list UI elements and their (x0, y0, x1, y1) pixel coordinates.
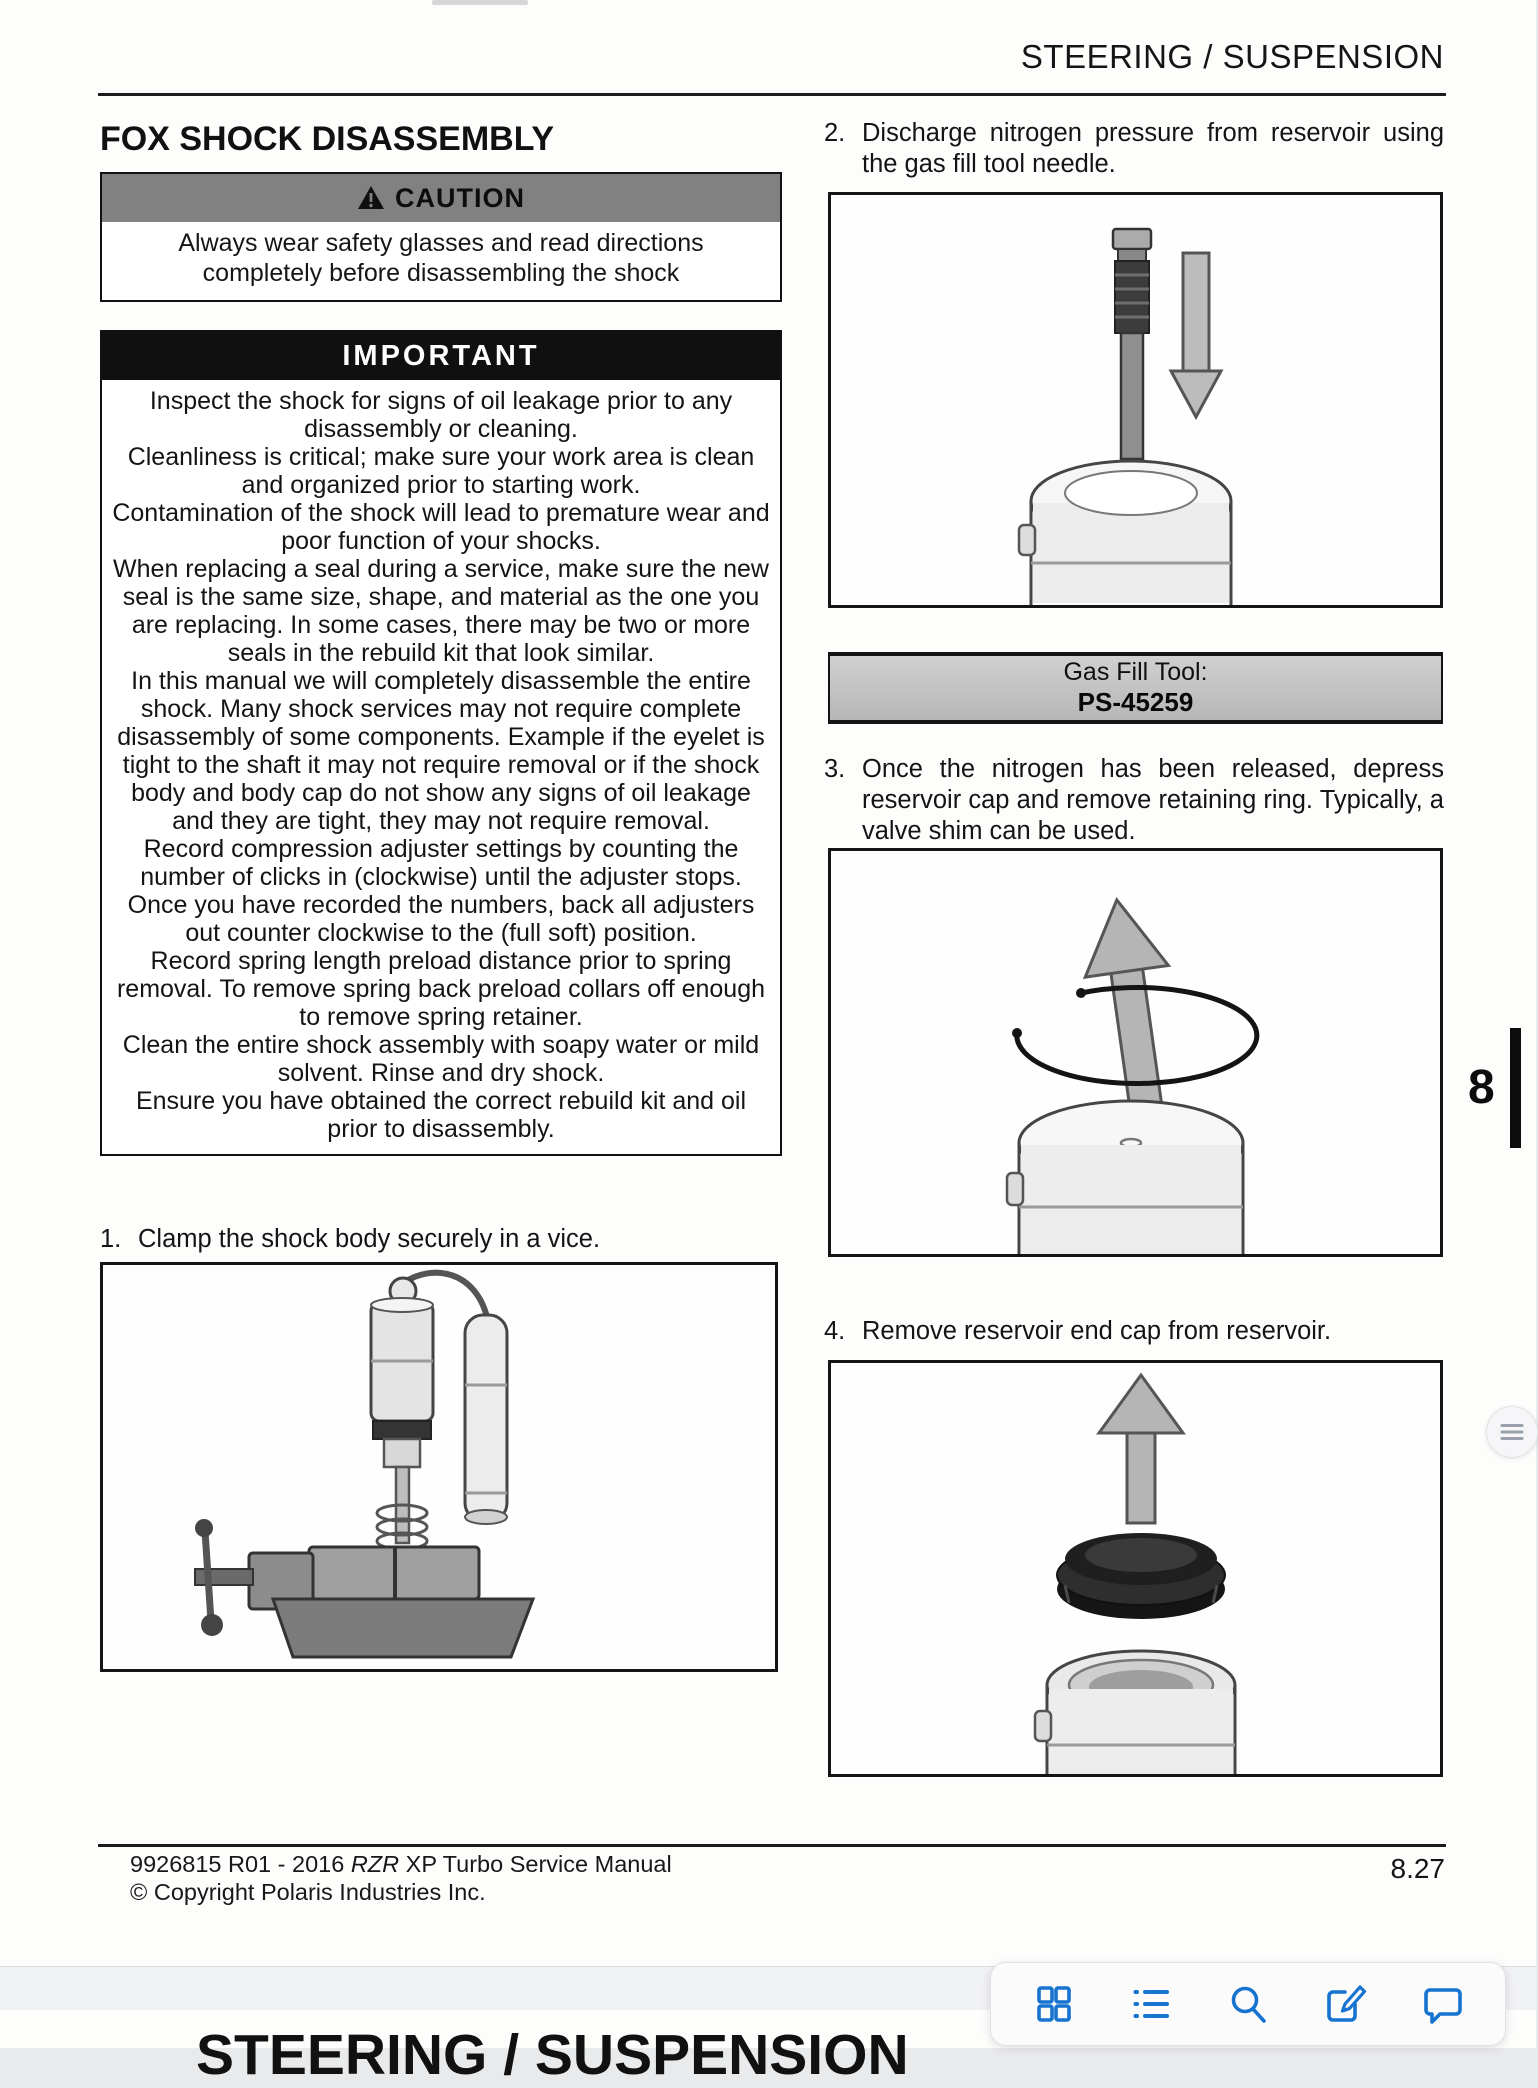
caution-label: CAUTION (395, 182, 525, 213)
retaining-ring-illustration (831, 851, 1440, 1254)
important-paragraph: Inspect the shock for signs of oil leakage prior to any disassembly or cleaning. (149, 387, 733, 443)
footer-rule (98, 1844, 1446, 1847)
caution-text: Always wear safety glasses and read directions completely before disassembling the shock (178, 229, 704, 287)
footer-manual-id-prefix: 9926815 R01 - 2016 (130, 1851, 351, 1877)
footer-copyright: © Copyright Polaris Industries Inc. (130, 1879, 486, 1905)
shock-in-vice-illustration (103, 1265, 775, 1669)
figure-shock-in-vice (100, 1262, 778, 1672)
search-icon[interactable] (1224, 1980, 1272, 2028)
end-cap-illustration (831, 1363, 1440, 1774)
markup-icon[interactable] (1321, 1980, 1369, 2028)
step-4-number: 4. (824, 1317, 846, 1345)
important-paragraph: In this manual we will completely disassemble the entire shock. Many shock services may not require complete disassembly of some components. Example if the eyelet is tight to the shaft it may not require removal or if the shock body and body cap do not show any signs of oil leakage and they are tight, they may not require removal. (117, 667, 765, 835)
next-page-title: STEERING / SUSPENSION (196, 2023, 909, 2087)
menu-icon (1497, 1417, 1527, 1447)
important-box (100, 330, 782, 1156)
important-text (102, 380, 780, 1154)
important-header: IMPORTANT (102, 332, 780, 380)
step-4-text: Remove reservoir end cap from reservoir. (862, 1317, 1332, 1345)
footer-manual-id-suffix: XP Turbo Service Manual (399, 1851, 672, 1877)
tool-part-number: PS-45259 (1077, 687, 1194, 717)
gas-fill-tool-illustration (831, 195, 1440, 605)
warning-triangle-icon (357, 185, 385, 211)
page-header-title: STEERING / SUSPENSION (1020, 38, 1444, 75)
side-menu-button[interactable] (1486, 1406, 1538, 1458)
important-paragraph: Contamination of the shock will lead to premature wear and poor function of your shocks. (112, 499, 770, 555)
previous-page-edge (432, 0, 528, 5)
table-of-contents-icon[interactable] (1127, 1980, 1175, 2028)
important-paragraph: Record compression adjuster settings by counting the number of clicks in (clockwise) until the adjuster stops. Once you have recorded the numbers, back all adjusters out counter clockwise to the (full soft) position. (127, 835, 755, 947)
section-title: FOX SHOCK DISASSEMBLY (100, 120, 555, 158)
step-2 (824, 118, 1444, 180)
important-paragraph: Cleanliness is critical; make sure your work area is clean and organized prior to starting work. (127, 443, 755, 499)
figure-retaining-ring (828, 848, 1443, 1257)
tool-name: Gas Fill Tool: (1063, 658, 1208, 686)
step-2-text: Discharge nitrogen pressure from reservoir using the gas fill tool needle. (862, 119, 1444, 178)
step-3-number: 3. (824, 755, 846, 783)
important-paragraph: Clean the entire shock assembly with soapy water or mild solvent. Rinse and dry shock. (122, 1031, 760, 1087)
footer-manual-id (130, 1851, 672, 1878)
comment-icon[interactable] (1418, 1980, 1466, 2028)
chapter-tab-number: 8 (1468, 1061, 1495, 1114)
header-rule (98, 93, 1446, 96)
caution-header (102, 174, 780, 222)
step-1-text: Clamp the shock body securely in a vice. (138, 1225, 601, 1253)
page-number: 8.27 (1390, 1853, 1445, 1884)
step-2-number: 2. (824, 119, 846, 147)
step-3-text: Once the nitrogen has been released, depress reservoir cap and remove retaining ring. Typically, a valve shim can be used. (862, 755, 1444, 845)
step-1 (100, 1224, 778, 1255)
figure-gas-fill-tool (828, 192, 1443, 608)
figure-end-cap (828, 1360, 1443, 1777)
caution-box (100, 172, 782, 302)
step-1-number: 1. (100, 1225, 122, 1253)
gas-fill-tool-callout (828, 652, 1443, 724)
step-4 (824, 1316, 1444, 1347)
chapter-tab-bar (1510, 1028, 1521, 1148)
step-3 (824, 754, 1444, 847)
thumbnails-grid-icon[interactable] (1030, 1980, 1078, 2028)
viewer-toolbar (990, 1962, 1506, 2046)
important-paragraph: Record spring length preload distance prior to spring removal. To remove spring back preload collars off enough to remove spring retainer. (116, 947, 766, 1031)
important-paragraph: Ensure you have obtained the correct rebuild kit and oil prior to disassembly. (135, 1087, 747, 1143)
important-paragraph: When replacing a seal during a service, make sure the new seal is the same size, shape, and material as the one you are replacing. In some cases, there may be two or more seals in the rebuild kit that look similar. (113, 555, 769, 667)
footer-manual-id-model: RZR (350, 1851, 400, 1877)
